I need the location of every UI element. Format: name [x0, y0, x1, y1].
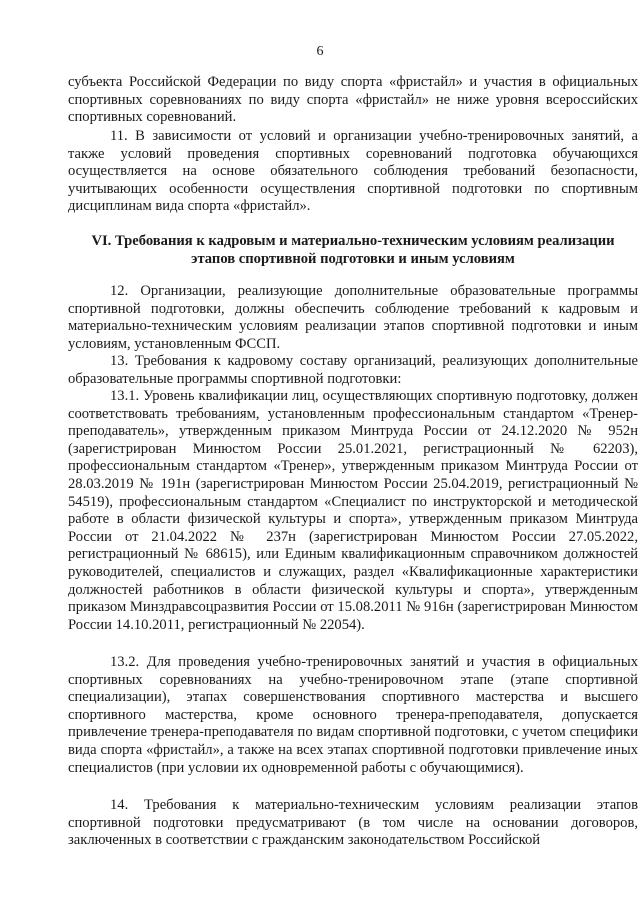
paragraph-1: субъекта Российской Федерации по виду спорта «фристайл» и участия в официальных спортивных соревнованиях по виду спорта «фристайл» не ниже уровня всероссийских спортивных соревнований.: [68, 74, 638, 126]
paragraph-14: 14. Требования к материально-техническим условиям реализации этапов спортивной подготовки предусматривают (в том числе на основании договоров, заключенных в соответствии с гражданским законодательством Российской: [68, 797, 638, 849]
paragraph-13-2: 13.2. Для проведения учебно-тренировочных занятий и участия в официальных спортивных соревнованиях на учебно-тренировочном этапе (этапе спортивной специализации), этапах совершенствования спортивного мастерства и высшего спортивного мастерства, кроме основного тренера-преподавателя, допускается привлечение тренера-преподавателя по видам спортивной подготовки, с учетом специфики вида спорта «фристайл», а также на всех этапах спортивной подготовки привлечение иных специалистов (при условии их одновременной работы с обучающимися).: [68, 654, 638, 776]
section-heading: VI. Требования к кадровым и материально-техническим условиям реализации этапов спортивной подготовки и иным условиям: [91, 233, 615, 267]
paragraph-13-1: 13.1. Уровень квалификации лиц, осуществляющих спортивную подготовку, должен соответствовать требованиям, установленным профессиональным стандартом «Тренер-преподаватель», утвержденным приказом Минтруда России от 24.12.2020 № 952н (зарегистрирован Минюстом России 25.01.2021, регистрационный № 62203), профессиональным стандартом «Тренер», утвержденным приказом Минтруда России от 28.03.2019 № 191н (зарегистрирован Минюстом России 25.04.2019, регистрационный № 54519), профессиональным стандартом «Специалист по инструкторской и методической работе в области физической культуры и спорта», утвержденным приказом Минтруда России от 21.04.2022 № 237н (зарегистрирован Минюстом России 27.05.2022, регистрационный № 68615), или Единым квалификационным справочником должностей руководителей, специалистов и служащих, раздел «Квалификационные характеристики должностей работников в области физической культуры и спорта», утвержденным приказом Минздравсоцразвития России от 15.08.2011 № 916н (зарегистрирован Минюстом России 14.10.2011, регистрационный № 22054).: [68, 388, 638, 633]
page-number: 6: [316, 44, 324, 59]
paragraph-12: 12. Организации, реализующие дополнительные образовательные программы спортивной подготовки, должны обеспечить соблюдение требований к кадровым и материально-техническим условиям реализации этапов спортивной подготовки и иным условиям, установленным ФССП.: [68, 283, 638, 352]
paragraph-11: 11. В зависимости от условий и организации учебно-тренировочных занятий, а также условий проведения спортивных соревнований подготовка обучающихся осуществляется на основе обязательного соблюдения требований безопасности, учитывающих особенности осуществления спортивной подготовки по спортивным дисциплинам вида спорта «фристайл».: [68, 128, 638, 215]
paragraph-13: 13. Требования к кадровому составу организаций, реализующих дополнительные образовательные программы спортивной подготовки:: [68, 353, 638, 387]
